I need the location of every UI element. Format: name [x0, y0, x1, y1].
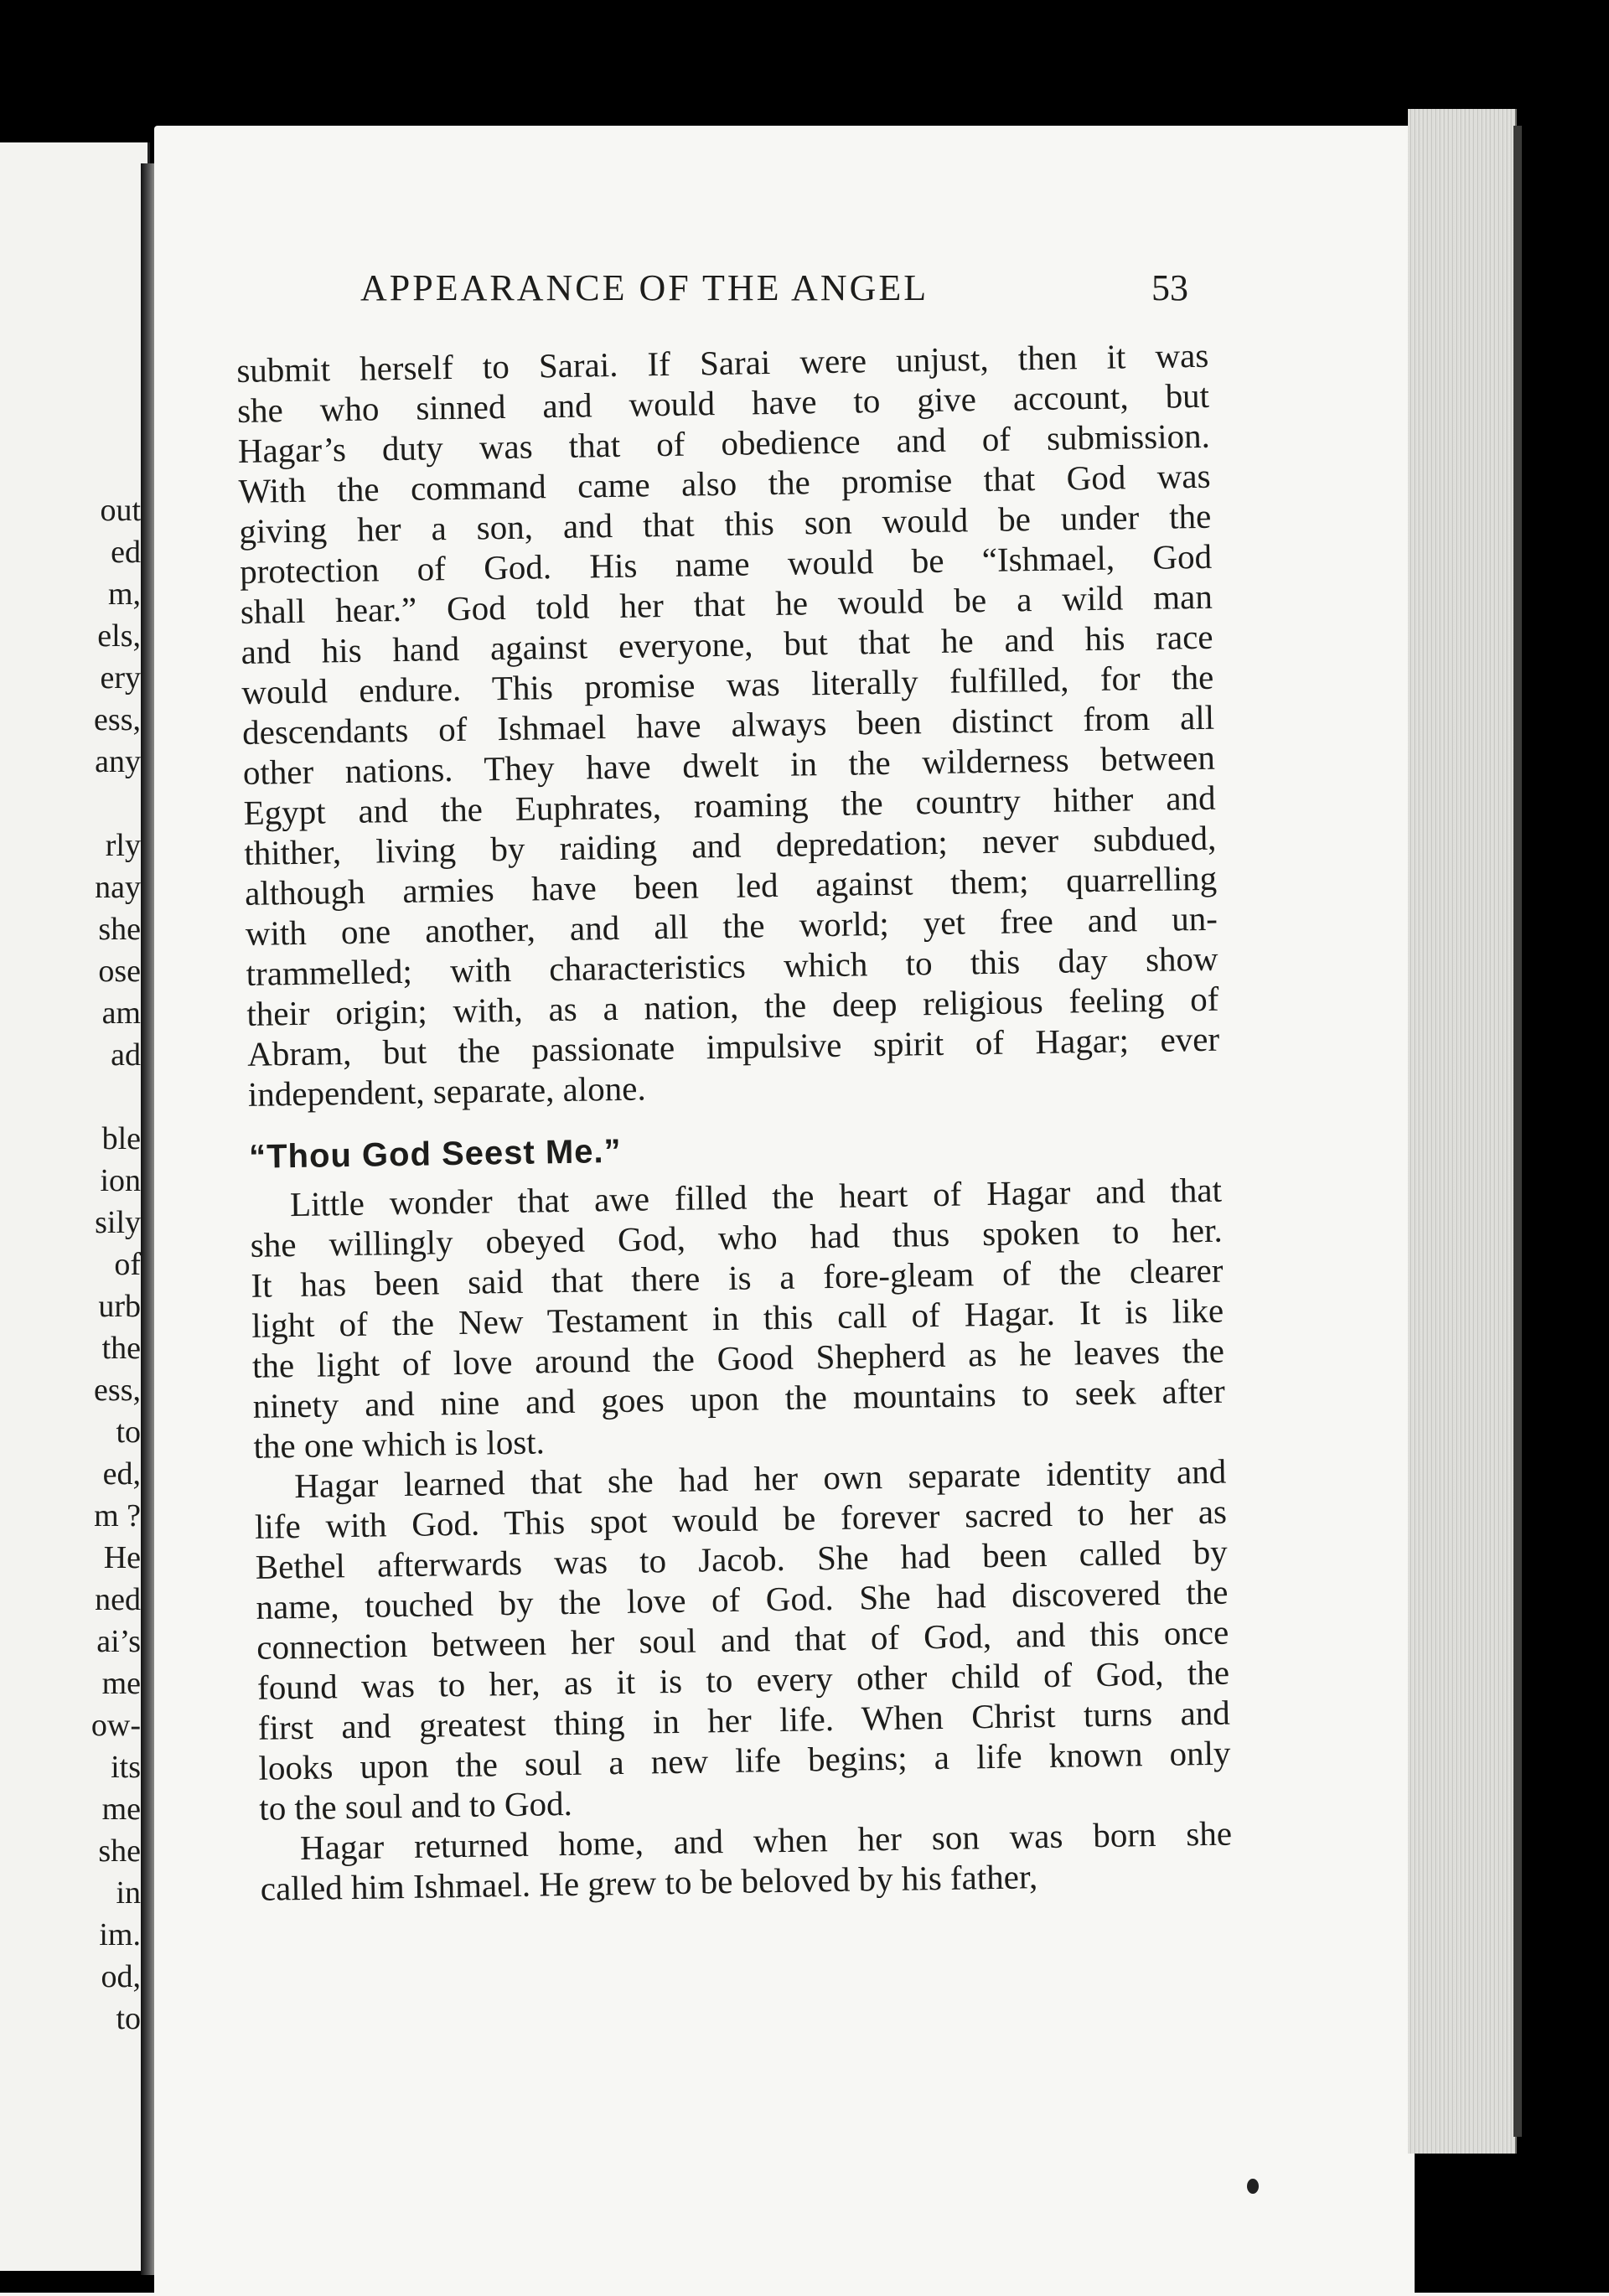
- facing-page-fragment: ned: [95, 1582, 141, 1617]
- text-line: independent, separate, alone.: [247, 1068, 646, 1114]
- text-line: the one which is lost.: [253, 1422, 546, 1466]
- text-line: life with God. This spot would be forever sacred to her as: [254, 1492, 1228, 1546]
- facing-page-fragment: ad: [111, 1037, 141, 1073]
- body-text: [236, 335, 1233, 1909]
- text-line: thither, living by raiding and depredation; never subdued,: [244, 818, 1217, 872]
- facing-page-fragment: ble: [101, 1121, 141, 1156]
- text-line: shall hear.” God told her that he would be a wild man: [240, 577, 1213, 631]
- text-line: to the soul and to God.: [258, 1783, 573, 1828]
- facing-page-fragment: she: [98, 912, 141, 947]
- facing-page-fragment: ed: [111, 535, 141, 570]
- paragraph-3: [254, 1451, 1232, 1828]
- section-subheading: “Thou God Seest Me.”: [248, 1132, 622, 1176]
- running-head: APPEARANCE OF THE ANGEL: [360, 267, 929, 308]
- text-line: giving her a son, and that this son would be under the: [239, 496, 1212, 551]
- facing-page-fragment: ed,: [102, 1456, 141, 1492]
- facing-page-fragment: m,: [107, 577, 141, 612]
- facing-page-left: [0, 142, 150, 2271]
- facing-page-fragment: rly: [105, 828, 141, 863]
- facing-page-fragment: ai’s: [96, 1624, 141, 1659]
- text-line: protection of God. His name would be “Ishmael, God: [239, 536, 1213, 591]
- text-line: Hagar returned home, and when her son was born she: [299, 1813, 1233, 1868]
- page-number: 53: [1151, 267, 1188, 308]
- facing-page-fragment: the: [101, 1331, 141, 1366]
- facing-page-fragment: its: [111, 1750, 141, 1785]
- facing-page-fragment: ose: [98, 954, 141, 989]
- text-line: she willingly obeyed God, who had thus spoken to her.: [250, 1210, 1223, 1264]
- facing-page-fragment: to: [116, 1414, 141, 1450]
- facing-page-fragment: ess,: [94, 702, 141, 737]
- facing-page-fragment: she: [98, 1833, 141, 1869]
- facing-page-fragment: ow-: [91, 1708, 141, 1743]
- facing-page-fragment: ion: [100, 1163, 141, 1198]
- facing-page-fragment: any: [95, 744, 141, 779]
- text-line: although armies have been led against them; quarrelling: [244, 858, 1218, 913]
- facing-page-fragment: urb: [98, 1289, 141, 1324]
- text-line: Egypt and the Euphrates, roaming the country hither and: [243, 778, 1216, 832]
- facing-page-fragment: am: [101, 995, 141, 1031]
- facing-page-fragment: els,: [97, 618, 141, 654]
- facing-page-fragment: me: [101, 1666, 141, 1701]
- text-line: the light of love around the Good Shepherd as he leaves the: [251, 1331, 1225, 1385]
- facing-page-fragment: ess,: [94, 1373, 141, 1408]
- text-line: would endure. This promise was literally fulfilled, for the: [241, 657, 1214, 711]
- text-line: and his hand against everyone, but that he and his race: [241, 617, 1213, 671]
- page-edges: [1408, 109, 1517, 2154]
- paragraph-4: [260, 1813, 1233, 1909]
- facing-page-fragment: to: [116, 2001, 141, 2036]
- facing-page-fragment: me: [101, 1792, 141, 1827]
- text-line: Hagar learned that she had her own separate identity and: [293, 1451, 1227, 1506]
- text-line: Hagar’s duty was that of obedience and of submission.: [237, 416, 1211, 470]
- facing-page-fragment: im.: [99, 1917, 141, 1952]
- facing-page-fragment: out: [100, 493, 141, 528]
- facing-page-fragment: of: [114, 1247, 141, 1282]
- text-line: ninety and nine and goes upon the mountains to seek after: [252, 1371, 1226, 1425]
- text-line: looks upon the soul a new life begins; a life known only: [258, 1733, 1231, 1787]
- text-line: descendants of Ishmael have always been distinct from all: [241, 697, 1215, 752]
- facing-page-fragment: in: [116, 1875, 141, 1911]
- text-line: other nations. They have dwelt in the wilderness between: [242, 737, 1216, 792]
- text-line: first and greatest thing in her life. When Christ turns and: [257, 1693, 1231, 1747]
- text-line: connection between her soul and that of God, and this once: [256, 1612, 1229, 1667]
- facing-page-fragment: He: [103, 1540, 141, 1575]
- text-line: name, touched by the love of God. She had discovered the: [256, 1572, 1229, 1626]
- text-line: With the command came also the promise that God was: [238, 456, 1211, 510]
- text-line: Little wonder that awe filled the heart of Hagar and that: [289, 1170, 1223, 1224]
- text-line: trammelled; with characteristics which to this day show: [246, 939, 1218, 993]
- text-line: light of the New Testament in this call of Hagar. It is like: [251, 1290, 1224, 1345]
- facing-page-fragment: m ?: [94, 1498, 141, 1533]
- facing-page-fragment: ery: [100, 660, 141, 696]
- text-line: called him Ishmael. He grew to be beloved by his father,: [260, 1857, 1038, 1908]
- text-line: with one another, and all the world; yet free and un-: [245, 898, 1218, 953]
- text-line: submit herself to Sarai. If Sarai were unjust, then it was: [236, 335, 1209, 390]
- text-line: found was to her, as it is to every other child of God, the: [256, 1652, 1230, 1707]
- text-line: Abram, but the passionate impulsive spirit of Hagar; ever: [246, 1019, 1220, 1073]
- text-line: their origin; with, as a nation, the deep religious feeling of: [246, 979, 1219, 1033]
- paragraph-1: [236, 335, 1220, 1114]
- scan-speck: [1247, 2179, 1259, 2194]
- facing-page-fragment: sily: [95, 1205, 141, 1240]
- facing-page-fragment: nay: [95, 870, 141, 905]
- facing-page-fragment: od,: [101, 1959, 141, 1994]
- page-edge-shadow: [1513, 126, 1522, 2137]
- text-line: It has been said that there is a fore-gleam of the clearer: [251, 1250, 1224, 1305]
- text-line: Bethel afterwards was to Jacob. She had been called by: [255, 1532, 1229, 1586]
- paragraph-2: [250, 1170, 1226, 1466]
- text-line: she who sinned and would have to give account, but: [236, 375, 1210, 430]
